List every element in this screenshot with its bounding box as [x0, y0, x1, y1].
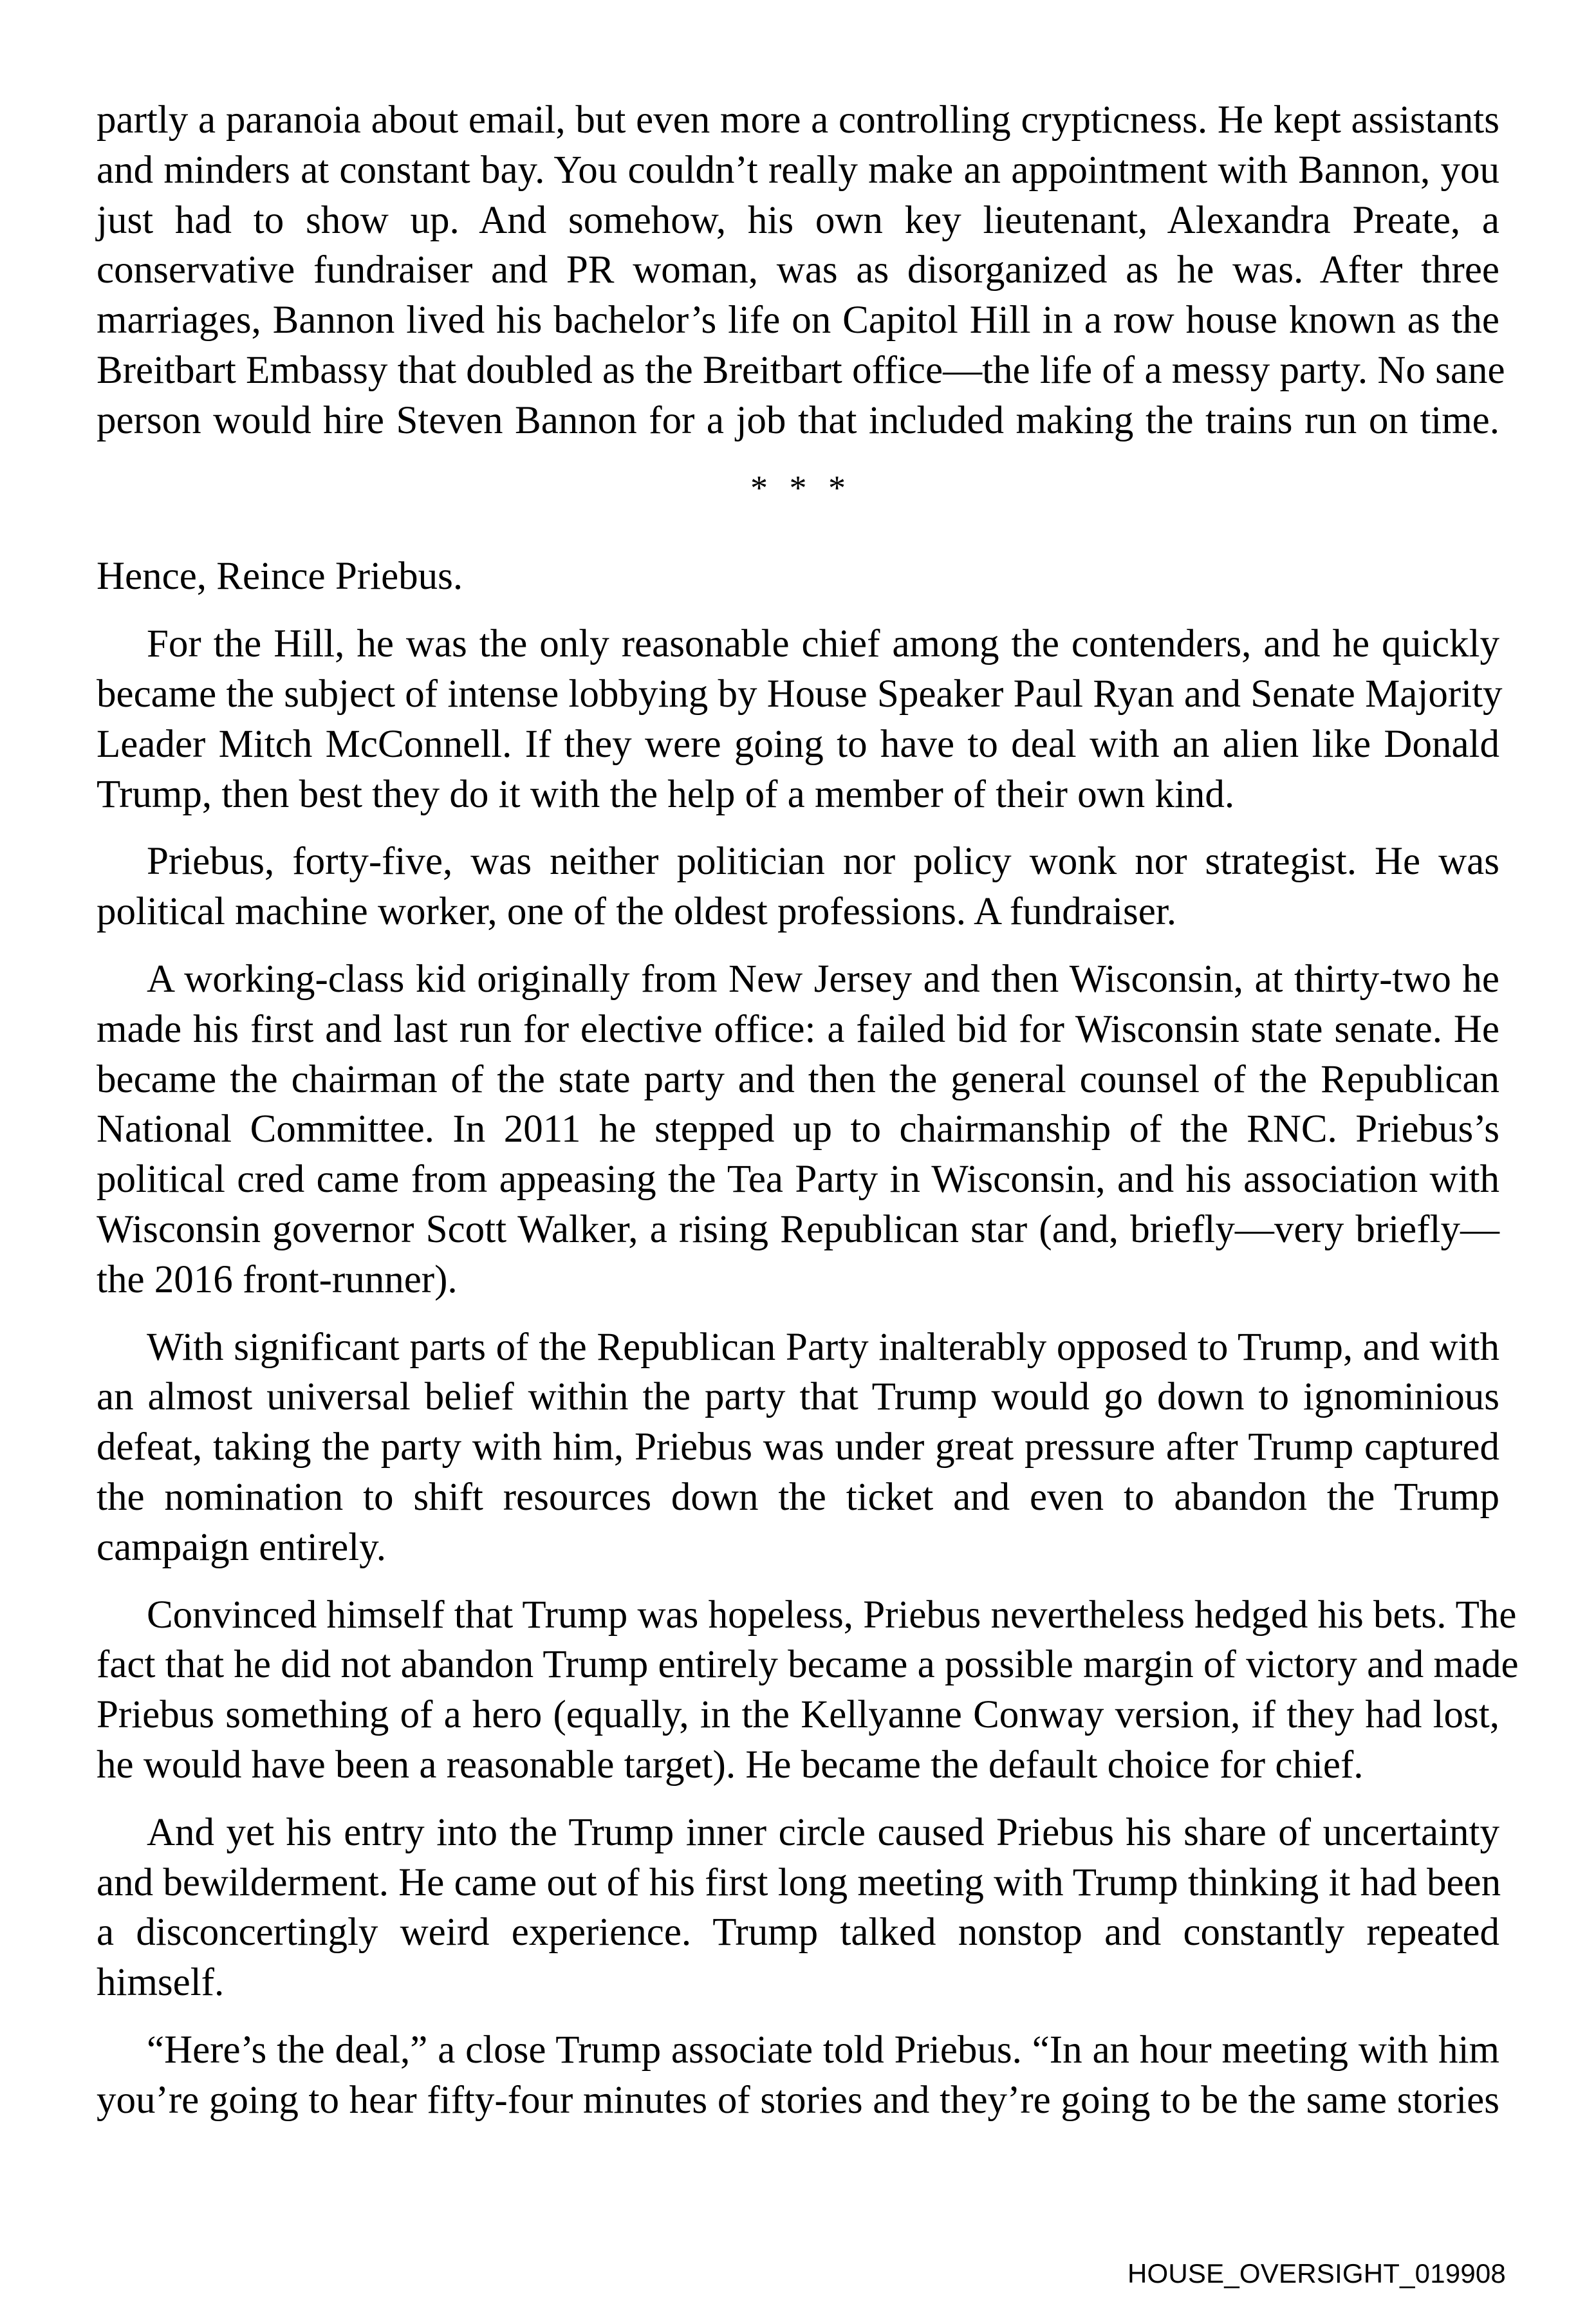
text-line: a disconcertingly weird experience. Trump talked nonstop and constantly repeated	[97, 1911, 1499, 1954]
text-line: Leader Mitch McConnell. If they were going to have to deal with an alien like Donald	[97, 722, 1499, 766]
text-line: political cred came from appeasing the Tea Party in Wisconsin, and his association with	[97, 1158, 1499, 1202]
text-line: and minders at constant bay. You couldn’t really make an appointment with Bannon, you	[97, 148, 1499, 192]
text-line: “Here’s the deal,” a close Trump associate told Priebus. “In an hour meeting with him	[147, 2028, 1499, 2072]
bates-number-footer: HOUSE_OVERSIGHT_019908	[1127, 2258, 1506, 2288]
text-line: Convinced himself that Trump was hopeless, Priebus nevertheless hedged his bets. The	[147, 1593, 1517, 1637]
text-line: Hence, Reince Priebus.	[97, 555, 463, 599]
text-line: the 2016 front-runner).	[97, 1258, 458, 1301]
paragraph-bannon-crypticness	[97, 95, 1505, 446]
text-line: conservative fundraiser and PR woman, was as disorganized as he was. After three	[97, 248, 1499, 292]
text-line: Priebus something of a hero (equally, in the Kellyanne Conway version, if they had lost,	[97, 1693, 1499, 1737]
text-line: A working-class kid originally from New Jersey and then Wisconsin, at thirty-two he	[147, 957, 1499, 1001]
text-line: person would hire Steven Bannon for a job that included making the trains run on time.	[97, 398, 1499, 442]
text-line: became the chairman of the state party and then the general counsel of the Republican	[97, 1057, 1499, 1101]
paragraph-inner-circle	[97, 1808, 1499, 2008]
text-line: the nomination to shift resources down the ticket and even to abandon the Trump	[97, 1475, 1499, 1519]
text-line: defeat, taking the party with him, Priebus was under great pressure after Trump captured	[97, 1425, 1499, 1469]
text-line: became the subject of intense lobbying by House Speaker Paul Ryan and Senate Majority	[97, 672, 1503, 716]
text-line: With significant parts of the Republican Party inalterably opposed to Trump, and with	[147, 1325, 1499, 1369]
text-line: Breitbart Embassy that doubled as the Breitbart office—the life of a messy party. No sane	[97, 348, 1505, 392]
text-line: campaign entirely.	[97, 1525, 386, 1569]
paragraph-convinced-himself	[97, 1590, 1519, 1790]
text-line: himself.	[97, 1961, 225, 2005]
text-line: Wisconsin governor Scott Walker, a rising Republican star (and, briefly—very briefly—	[97, 1207, 1499, 1251]
paragraph-significant-parts	[97, 1323, 1499, 1573]
text-line: Trump, then best they do it with the help of a member of their own kind.	[97, 772, 1235, 816]
text-line: For the Hill, he was the only reasonable chief among the contenders, and he quickly	[147, 622, 1499, 666]
text-line: And yet his entry into the Trump inner circle caused Priebus his share of uncertainty	[147, 1810, 1499, 1854]
text-line: he would have been a reasonable target). He became the default choice for chief.	[97, 1743, 1364, 1787]
text-line: partly a paranoia about email, but even more a controlling crypticness. He kept assistants	[97, 98, 1499, 142]
paragraph-priebus-forty-five	[97, 837, 1499, 937]
text-line: Priebus, forty-five, was neither politician nor policy wonk nor strategist. He was	[147, 840, 1499, 884]
paragraph-heres-the-deal	[97, 2025, 1499, 2126]
paragraph-working-class-kid	[97, 954, 1499, 1305]
text-line: you’re going to hear fifty-four minutes of stories and they’re going to be the same stories	[97, 2078, 1499, 2122]
text-line: made his first and last run for elective office: a failed bid for Wisconsin state senate. He	[97, 1007, 1499, 1051]
section-break-asterisks: * * *	[750, 468, 852, 507]
document-page	[97, 95, 1519, 2142]
text-line: political machine worker, one of the oldest professions. A fundraiser.	[97, 890, 1177, 934]
text-line: marriages, Bannon lived his bachelor’s life on Capitol Hill in a row house known as the	[97, 299, 1499, 342]
text-line: an almost universal belief within the party that Trump would go down to ignominious	[97, 1375, 1499, 1419]
text-line: just had to show up. And somehow, his own key lieutenant, Alexandra Preate, a	[97, 198, 1499, 242]
paragraph-hence-priebus	[97, 552, 1499, 602]
text-line: National Committee. In 2011 he stepped up to chairmanship of the RNC. Priebus’s	[97, 1108, 1499, 1151]
paragraph-for-the-hill	[97, 619, 1503, 819]
text-line: fact that he did not abandon Trump entirely became a possible margin of victory and made	[97, 1643, 1519, 1687]
text-line: and bewilderment. He came out of his first long meeting with Trump thinking it had been	[97, 1861, 1501, 1904]
